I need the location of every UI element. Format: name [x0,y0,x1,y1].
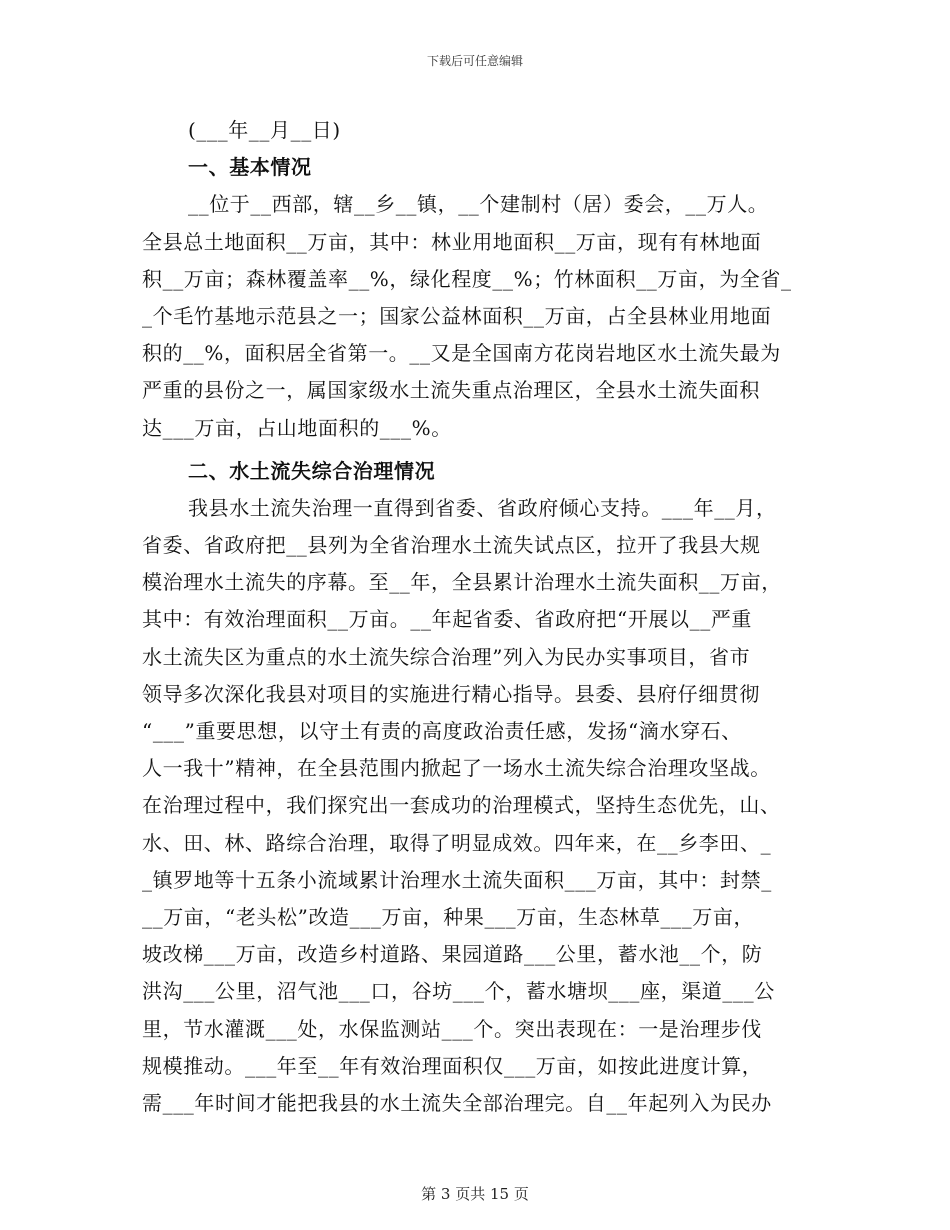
date-line: (___年__月__日) [188,118,341,142]
paragraph-line: 领导多次深化我县对项目的实施进行精心指导。县委、县府仔细贯彻 [142,681,760,706]
paragraph-line: 水、田、林、路综合治理，取得了明显成效。四年来，在__乡李田、_ [142,830,772,855]
paragraph-line: 模治理水土流失的序幕。至__年，全县累计治理水土流失面积__万亩， [142,570,782,595]
paragraph-line: “___”重要思想，以守土有责的高度政治责任感，发扬“滴水穿石、 [142,719,742,743]
paragraph-line: __位于__西部，辖__乡__镇，__个建制村（居）委会，__万人。 [188,192,769,217]
paragraph-line: 水土流失区为重点的水土流失综合治理”列入为民办实事项目，省市 [142,644,751,669]
paragraph-line: 其中：有效治理面积__万亩。__年起省委、省政府把“开展以__严重 [142,607,753,632]
paragraph-line: 达___万亩，占山地面积的___%。 [142,415,452,440]
paragraph-line: 积的__%，面积居全省第一。__又是全国南方花岗岩地区水土流失最为 [142,341,781,366]
paragraph-line: 在治理过程中，我们探究出一套成功的治理模式，坚持生态优先，山、 [142,793,781,818]
section-1-title: 一、基本情况 [188,155,312,180]
paragraph-line: 积__万亩；森林覆盖率__%，绿化程度__%；竹林面积__万亩，为全省_ [142,266,792,291]
paragraph-line: _镇罗地等十五条小流域累计治理水土流失面积___万亩，其中：封禁_ [142,867,772,892]
paragraph-line: 坡改梯___万亩，改造乡村道路、果园道路___公里，蓄水池__个，防 [142,942,763,967]
section-2-title: 二、水土流失综合治理情况 [188,458,436,483]
document-body [142,112,810,1122]
paragraph-line: 规模推动。___年至__年有效治理面积仅___万亩，如按此进度计算， [142,1053,763,1078]
page-header: 下载后可任意编辑 [426,54,523,68]
paragraph-line: 严重的县份之一，属国家级水土流失重点治理区，全县水土流失面积 [142,378,760,403]
page-footer: 第 3 页共 15 页 [421,1185,529,1203]
paragraph-line: 全县总土地面积__万亩，其中：林业用地面积__万亩，现有有林地面 [142,229,762,254]
paragraph-line: _个毛竹基地示范县之一；国家公益林面积__万亩，占全县林业用地面 [142,303,772,328]
paragraph-line: 省委、省政府把__县列为全省治理水土流失试点区，拉开了我县大规 [142,533,761,558]
paragraph-line: 里，节水灌溉___处，水保监测站___个。突出表现在：一是治理步伐 [142,1016,762,1041]
paragraph-line: 需___年时间才能把我县的水土流失全部治理完。自__年起列入为民办 [142,1090,772,1115]
paragraph-line: 人一我十”精神，在全县范围内掀起了一场水土流失综合治理攻坚战。 [142,756,771,781]
paragraph-line: 洪沟___公里，沼气池___口，谷坊___个，蓄水塘坝___座，渠道___公 [142,979,775,1004]
paragraph-line: __万亩，“老头松”改造___万亩，种果___万亩，生态林草___万亩， [142,904,755,929]
paragraph-line: 我县水土流失治理一直得到省委、省政府倾心支持。___年__月， [188,495,777,520]
